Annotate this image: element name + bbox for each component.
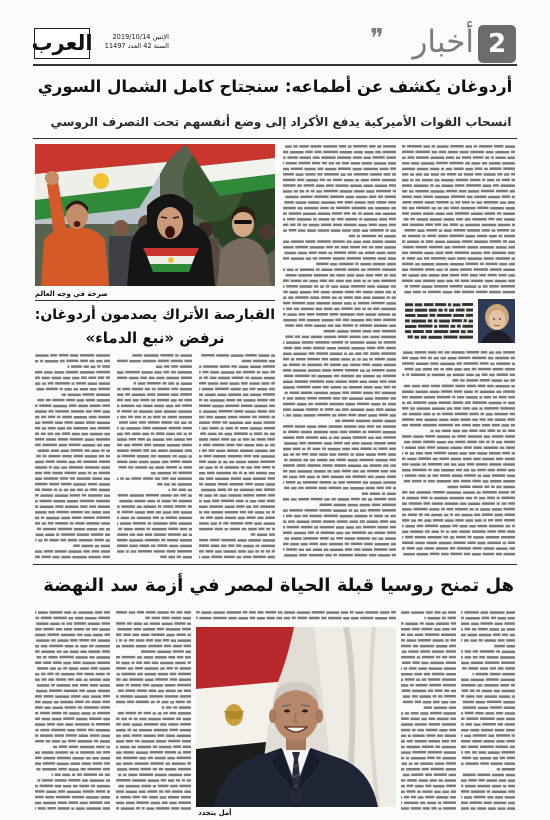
bottom-story-headline: هل تمنح روسيا قبلة الحياة لمصر في أزمة سد النهضة: [43, 575, 514, 596]
protest-photo-image: [35, 144, 275, 286]
issue-number: السنة 42 العدد 11497: [104, 42, 169, 50]
article-body-column: [117, 353, 192, 560]
merkel-portrait: [478, 299, 515, 343]
article-body-column: [461, 610, 515, 810]
sisi-photo-caption: أمل يتجدد: [198, 809, 232, 817]
article-body-column: [35, 353, 110, 560]
article-body-column: [402, 350, 515, 560]
main-headline: أردوغان يكشف عن أطماعه: سنجتاح كامل الشمال السوري: [37, 77, 513, 96]
newspaper-logo: [31, 28, 93, 59]
article-body-column: [402, 144, 515, 294]
section-title: أخبار: [412, 24, 474, 60]
second-story-rule: [35, 300, 275, 301]
quote-icon: ❞: [370, 24, 384, 54]
merkel-portrait-image: [478, 299, 515, 343]
article-body-column: [199, 353, 275, 560]
second-story-headline-2: نرفض «نبع الدماء»: [85, 329, 225, 347]
protest-photo-caption: صرخة في وجه العالم: [35, 290, 108, 298]
article-body-column: [196, 610, 396, 624]
subheadline-rule: [33, 138, 517, 139]
article-body-column: [35, 610, 110, 810]
sisi-photo: [196, 627, 396, 807]
article-body-column: [116, 610, 191, 810]
portrait-caption-text: [405, 302, 473, 342]
logo-text: العرب: [31, 31, 93, 55]
protest-photo: [35, 144, 275, 286]
article-body-column: [401, 610, 456, 810]
issue-date: الإثنين 2019/10/14: [112, 33, 169, 41]
issue-date-block: [95, 33, 169, 51]
header-rule: [33, 64, 517, 66]
main-subheadline: انسحاب القوات الأميركية يدفع الأكراد إلى وضع أنفسهم تحت التصرف الروسي: [50, 115, 512, 129]
second-story-headline: القبارصة الأتراك يصدمون أردوغان:: [35, 307, 275, 323]
article-body-column: [283, 144, 396, 560]
bottom-section-rule: [33, 564, 517, 565]
page-number: 2: [478, 25, 516, 63]
sisi-photo-image: [196, 627, 396, 807]
